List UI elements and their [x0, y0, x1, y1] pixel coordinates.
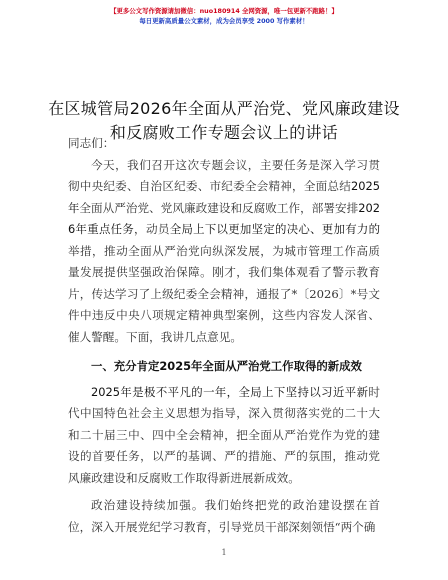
section1-paragraph-2: 政治建设持续加强。我们始终把党的政治建设摆在首位，深入开展党纪学习教育，引导党员干部深刻领悟“两个确 [68, 498, 380, 534]
section-heading-1: 一、充分肯定2025年全面从严治党工作取得的新成效 [91, 359, 362, 373]
intro-highlight-2: 2026年重点任务 [68, 200, 380, 236]
intro-highlight-1: 2025年 [68, 179, 380, 215]
section1-paragraph-1 [68, 382, 380, 490]
banner-line-1: 【更多公文写作资源请加微信：nuo180914 全网资源，唯一包更新不跑路！】 [110, 7, 338, 15]
intro-text-4: 举措，推动全面从严治党向纵深发展，为城市管理工作高质量发展提供坚强政治保障。刚才，我们集体观看了警示教育片，传达学习了上级纪委全会精神，通报了*〔2026〕*号文件中违反中央八项规定精神典型案例，这些内容发人深省、催人警醒。下面，我讲几点意见。 [68, 243, 380, 344]
intro-paragraph [68, 155, 380, 349]
document-body [68, 133, 380, 538]
intro-text-1: 今天，我们召开这次专题会议，主要任务是深入学习贯彻中央纪委、自治区纪委、市纪委全会精神，全面总结 [68, 157, 380, 193]
intro-text-3: ，动员 [134, 222, 170, 236]
page-number: 1 [221, 548, 227, 557]
header-banner [0, 6, 448, 26]
salutation: 同志们： [68, 136, 115, 150]
section1-text: 时代中国特色社会主义思想为指导，深入贯彻落实党的二十大和二十届三中、四中全会精神，把全面从严治党作为党的建设的首要任务，以严的基调、严的措施、严的氛围，推动党风廉政建设和反腐败工作取得新进展新成效。 [68, 384, 380, 485]
document-title: 在区城管局2026年全面从严治党、党风廉政建设和反腐败工作专题会议上的讲话 [48, 98, 400, 142]
section1-highlight: 2025年是极不平凡的一年，全局上下坚持以习近平新 [91, 384, 369, 399]
banner-line-2: 每日更新高质量公文素材，成为会员享受 2000 写作素材！ [139, 17, 309, 25]
intro-text-2: 全面从严治党、党风廉政建设和反腐败工作，部署安排 [79, 200, 359, 215]
intro-highlight-3: 全局上下以更加坚定的决心、更加有力的 [169, 222, 380, 236]
